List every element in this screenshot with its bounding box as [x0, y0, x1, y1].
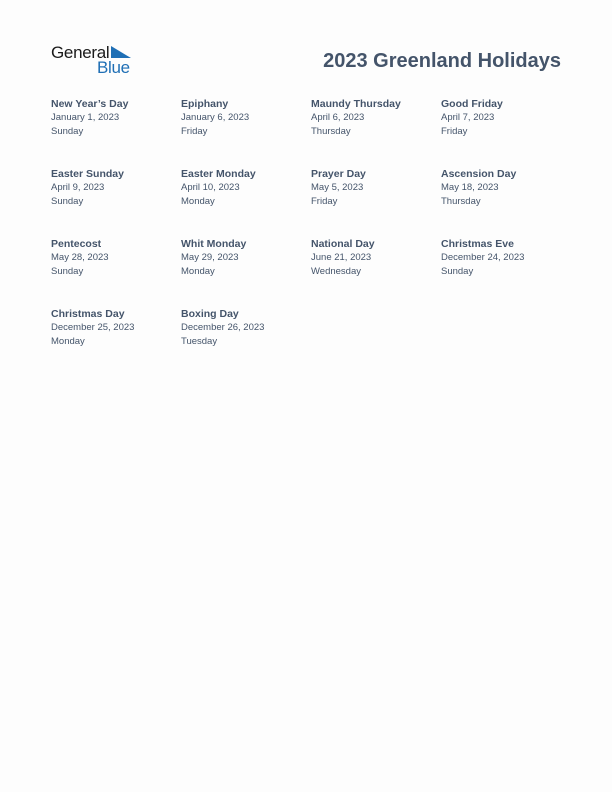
- holiday-date: April 7, 2023: [441, 112, 495, 123]
- page-title: 2023 Greenland Holidays: [323, 50, 561, 72]
- holiday-date: January 1, 2023: [51, 112, 120, 123]
- holiday-date: May 18, 2023: [441, 182, 499, 193]
- generalblue-logo: [51, 43, 133, 77]
- holiday-date: April 9, 2023: [51, 182, 105, 193]
- holiday-date: December 26, 2023: [181, 322, 265, 333]
- holiday-date: June 21, 2023: [311, 252, 372, 263]
- holiday-item: [51, 238, 181, 308]
- holiday-weekday: Monday: [181, 195, 215, 207]
- holiday-weekday: Thursday: [311, 125, 351, 137]
- holiday-weekday: Tuesday: [181, 335, 218, 347]
- holiday-date: April 6, 2023: [311, 112, 365, 123]
- holiday-item: [181, 98, 311, 168]
- holiday-item: [441, 238, 571, 308]
- holiday-name: Pentecost: [51, 238, 102, 250]
- holiday-weekday: Friday: [311, 195, 338, 207]
- holiday-weekday: Monday: [181, 265, 215, 277]
- holiday-item: [51, 98, 181, 168]
- holiday-item: [181, 168, 311, 238]
- holiday-name: National Day: [311, 238, 375, 250]
- holiday-list: [51, 98, 571, 378]
- holiday-weekday: Sunday: [51, 195, 84, 207]
- holiday-date: December 24, 2023: [441, 252, 525, 263]
- holiday-name: Boxing Day: [181, 308, 239, 320]
- holiday-weekday: Sunday: [441, 265, 474, 277]
- holiday-item: [51, 308, 181, 378]
- holiday-item: [311, 168, 441, 238]
- holiday-weekday: Thursday: [441, 195, 481, 207]
- holiday-name: Epiphany: [181, 98, 229, 110]
- holiday-item: [311, 238, 441, 308]
- holiday-date: December 25, 2023: [51, 322, 135, 333]
- holiday-date: January 6, 2023: [181, 112, 250, 123]
- holiday-item: [441, 168, 571, 238]
- holiday-name: Christmas Day: [51, 308, 125, 320]
- holiday-name: Prayer Day: [311, 168, 366, 180]
- holiday-name: Easter Monday: [181, 168, 256, 180]
- holiday-name: New Year’s Day: [51, 98, 129, 110]
- holiday-weekday: Wednesday: [311, 265, 361, 277]
- holiday-name: Good Friday: [441, 98, 503, 110]
- holiday-weekday: Friday: [181, 125, 208, 137]
- logo-word-general: General: [51, 43, 110, 62]
- holiday-weekday: Sunday: [51, 265, 84, 277]
- holiday-item: [311, 98, 441, 168]
- holiday-weekday: Sunday: [51, 125, 84, 137]
- holiday-name: Christmas Eve: [441, 238, 514, 250]
- logo-word-blue: Blue: [97, 58, 130, 77]
- holiday-weekday: Friday: [441, 125, 468, 137]
- holiday-date: May 28, 2023: [51, 252, 109, 263]
- holiday-date: April 10, 2023: [181, 182, 240, 193]
- holiday-item: [181, 308, 311, 378]
- holiday-item: [51, 168, 181, 238]
- holiday-name: Ascension Day: [441, 168, 517, 180]
- holiday-item: [181, 238, 311, 308]
- holiday-name: Easter Sunday: [51, 168, 124, 180]
- holiday-weekday: Monday: [51, 335, 85, 347]
- holiday-item: [441, 98, 571, 168]
- holiday-name: Whit Monday: [181, 238, 247, 250]
- holiday-date: May 5, 2023: [311, 182, 364, 193]
- holiday-name: Maundy Thursday: [311, 98, 401, 110]
- holiday-date: May 29, 2023: [181, 252, 239, 263]
